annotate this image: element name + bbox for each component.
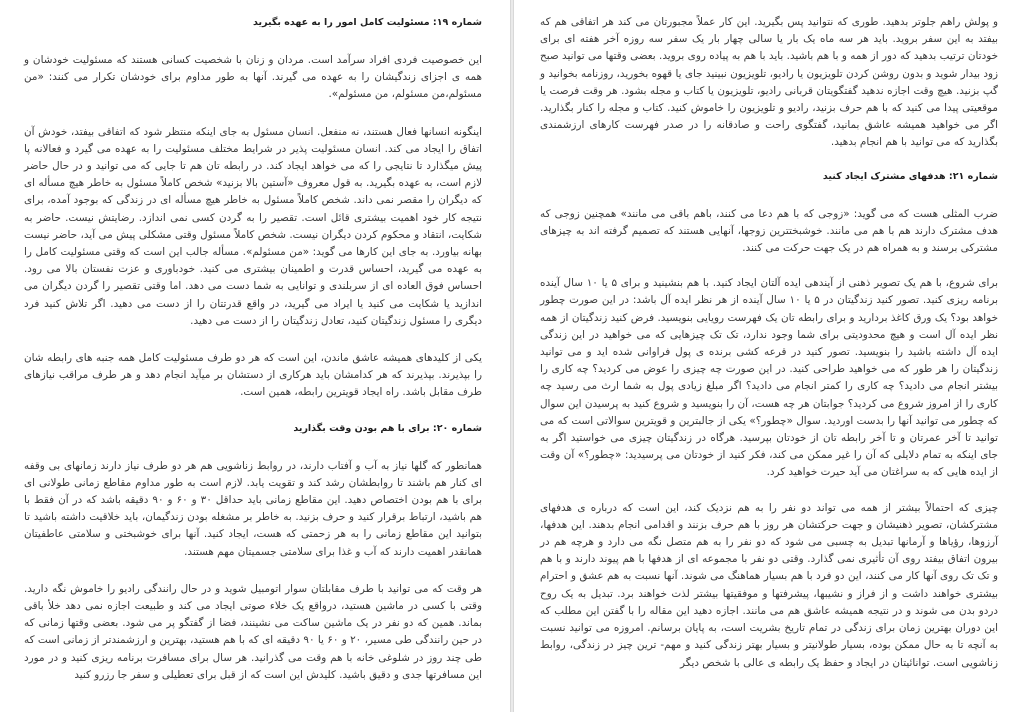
left-page [0,0,510,712]
section-21-paragraph: چیزی که احتمالاً بیشتر از همه می تواند دو نفر را به هم نزدیک کند، این است که درباره ی هدفهای مشترکشان، تصویر ذهنیشان و جهت حرکتشان هر روز با هم حرف بزنند و اقدامی انجام بدهند. این هدفها، آرزوها، رؤیاها و آرمانها تبدیل به چسبی می شود که دو نفر را به هم متصل نگه می دارد و هرچه هم در بیرون اتفاق بیفتد روی آن تأثیری نمی گذارد. وقتی دو نفر با مجموعه ای از هدفها با هم پیوند دارند و با هم و تک تک روی آنها کار می کنند، این دو فرد با هم بسیار هماهنگ می شوند. آنها نسبت به هم عشق و احترام بیشتری خواهند داشت و از فراز و نشیبها، پیشرفتها و موفقیتها بیشتر لذت خواهند برد. تبدیل به یک روح دردو بدن می شوند و در نتیجه همیشه عاشق هم می مانند. اجازه دهید این مقاله را با گفتن این مطلب که این دوران بهترین زمان برای زندگی در تمام تاریخ بشریت است، به پایان برسانم. امروزه می توانید نسبت به آنچه تا به حال ممکن بوده، بسیار طولانیتر و بسیار بهتر زندگی کنید و مهم- ترین چیز در زندگی، روابط زناشویی است. توانائیتان در ایجاد و حفظ یک رابطه ی عالی با شخص دیگر [540,501,998,669]
section-19-heading: شماره ۱۹: مسئولیت کامل امور را به عهده بگیرید [253,17,482,28]
intro-paragraph: و پولش راهم جلوتر بدهید. طوری که نتوانید پس بگیرید. این کار عملاً مجبورتان می کند هر اتفاقی هم که بیفتد به این سفر بروید. باید هر سه ماه یک بار یا سالی چهار بار یک سفر سه روزه آخر هفته ای برای خودتان ترتیب بدهید که دور از همه و با هم باشید. باید با هم به پیاده روی بروید. بعضی وقتها می توانید صبح زود بیدار شوید و بدون روشن کردن تلویزیون یا رادیو، تلویزیون نبینید جای یا قهوه بخورید، روزنامه بخوانید و گپ بزنید. هیچ وقت اجازه ندهید گفتگویتان قربانی رادیو، تلویزیون یا کتاب و مجله بشود. هر وقت فرصت یا موقعیتی پیدا می کنید که با هم حرف بزنید، رادیو و تلویزیون را خاموش کنید. کتاب و مجله را کنار بگذارید. اگر می خواهید همیشه عاشق بمانید، گفتگوی راحت و صادقانه را در صدر فهرست کارهای ارزشمندی بگذارید که می توانید با هم انجام بدهید. [540,16,998,149]
section-21-paragraph: برای شروع، با هم یک تصویر ذهنی از آیندهی ایده آلتان ایجاد کنید. با هم بنشینید و برای ۵ یا ۱۰ سال آینده برنامه ریزی کنید. تصور کنید زندگیتان در ۵ یا ۱۰ سال آینده از هر نظر ایده آل باشد: در این صورت چطور خواهد بود؟ یک ورق کاغذ بردارید و برای رابطه تان یک فهرست رویایی بنویسید. فرض کنید زندگیتان از همه نظر ایده آل است و هیچ محدودیتی برای شما وجود ندارد، تک تک چیزهایی که می خواهید در این زندگی ایده آل داشته باشید را بنویسید. تصور کنید در قرعه کشی برنده ی پول فراوانی شده اید و می توانید زندگیتان را هر طور که می خواهید طراحی کنید. در این صورت چه چیزی را عوض می کردید؟ چه کاری را بیشتر انجام می دادید؟ چه کاری را کمتر انجام می دادید؟ اگر مبلغ زیادی پول به شما ارث می رسید چه کاری را از امروز شروع می کردید؟ جوابتان هر چه هست، آن را بنویسید و شروع کنید به پرسیدن این سوال که چطور می توانید آنها را بدست اوردید. سوال «چطور؟» یکی از جالبترین و قویترین سوالاتی است که می توانید تا آخر عمرتان و تا آخر رابطه تان از خودتان بپرسید. هرگاه در زندگیتان چیزی می خواستید اگر به جای اینکه به تمام دلایلی که آن را غیر ممکن می کند، فکر کنید از خودتان می پرسیدید: «چطور؟» آن وقت از ایده هایی که به سراغتان می آید حیرت خواهید کرد. [540,277,999,479]
right-page [514,0,1024,712]
section-19-paragraph: یکی از کلیدهای همیشه عاشق ماندن، این است که هر دو طرف مسئولیت کامل همه جنبه های رابطه شان را بپذیرند. بپذیرند که هر کدامشان باید هرکاری از دستشان بر میآید انجام دهد و هر طرف مراقب نیازهای طرف مقابل باشد. راه ایجاد قویترین رابطه، همین است. [24,352,482,399]
section-19-paragraph: این خصوصیت فردی افراد سرآمد است. مردان و زنان با شخصیت کسانی هستند که مسئولیت خودشان و همه ی اجزای زندگیشان را به عهده می گیرند. آنها به طور مداوم برای خودشان تکرار می کنند: «من مسئولم،من مسئولم، من مسئولم». [24,54,482,101]
section-21-paragraph: ضرب المثلی هست که می گوید: «زوجی که با هم دعا می کنند، باهم باقی می مانند» همچنین زوجی که هدف مشترک دارند هم با هم می مانند. خوشبختترین زوجها، آنهایی هستند که تصمیم گرفته اند به چیزهای مشترکی برسند و به همراه هم در یک جهت حرکت می کنند. [540,207,998,255]
section-20-heading: شماره ۲۰: برای با هم بودن وقت بگذارید [293,422,482,434]
section-20-paragraph: هر وقت که می توانید با طرف مقابلتان سوار اتومبیل شوید و در حال رانندگی رادیو را خاموش نگه دارید. وقتی با کسی در ماشین هستید، درواقع یک خلاء صوتی ایجاد می کند و طبیعت اجازه نمی دهد خلأ باقی بماند. همین که دو نفر در یک ماشین ساکت می نشینند، فضا از گفتگو پر می شود. بعضی وقتها زمانی که در حین رانندگی طی مسیر، ۲۰ و ۶۰ یا ۹۰ دقیقه ای که با هم هستید، بهترین و ارزشمندتر از زمانی است که طی چند روز در شلوغی خانه با هم وقت می گذرانید. هر سال برای مسافرت برنامه ریزی کنید و در مورد این مسافرتها جدی و دقیق باشید. کلیدش این است که از قبل برای تعطیلی و سفر جا رزرو کنید [24,582,482,681]
section-19-paragraph: اینگونه انسانها فعال هستند، نه منفعل. انسان مسئول به جای اینکه منتظر شود که اتفاقی بیفتد، خودش آن اتفاق را ایجاد می کند. انسان مسئولیت پذیر در شرایط مختلف مسئولیت را به عهده می گیرد و فعالانه پا پیش میگذارد تا نتایجی را که می خواهد ایجاد کند. در رابطه تان هم تا جایی که می توانید و در حال حاضر لازم است، به عهده بگیرید. به قول معروف «آستین بالا بزنید» شخص کاملاً مسئول به خاطر هیچ مسأله ای که دیگران را مقصر نمی داند. شخص کاملاً مسئول به خاطر هیچ مسأله ای در زندگی که بوجود آمده، برای نتیجه کار خود اهمیت بیشتری قائل است. تقصیر را به گردن کسی نمی اندازد. رضایتش نیست. حاضر به شکایت، انتقاد و محکوم کردن دیگران نیست. شخص کاملاً مسئول وقتی مشکلی پیش می آید، حاضر نیست بهانه بیاورد. به جای این کارها می گوید: «من مسئولم». مسأله جالب این است که وقتی مسئولیت کامل را به عهده می گیرید، احساس قدرت و اطمینان بیشتری می کنید. خودباوری و عزت نفستان بالا می رود. احساس فوق العاده ای از سربلندی و توانایی به شما دست می دهد. اما وقتی تقصیر را گردن دیگران می اندازید یا شکایت می کنید یا ایراد می گیرید، در واقع قدرتتان را از دست می دهید. اگر تلاش کنید فرد دیگری را مسئول زندگیتان کنید، تعادل زندگیتان را از دست می دهید. [24,125,482,327]
section-20-paragraph: همانطور که گلها نیاز به آب و آفتاب دارند، در روابط زناشویی هم هر دو طرف نیاز دارند زمانهای بی وقفه ای کنار هم باشند تا روابطشان رشد کند و تقویت یابد. لازم است به طور مداوم مقاطع زمانی طولانی ای برای با هم بودن اختصاص دهید. این مقاطع زمانی باید حداقل ۳۰ و ۶۰ و ۹۰ دقیقه باشد که در آن فقط با هم باشید، ارتباط برقرار کنید و حرف بزنید. به خاطر بر مشغله بودن زندگیمان، باید خلاقیت داشته باشید تا بتوانید این مقاطع زمانی را به هر زحمتی که هست، ایجاد کنید. آنها برای خوشبختی و سلامتی عاطفیتان همانقدر اهمیت دارند که آب و غذا برای سلامتی جسمیتان مهم هستند. [24,459,483,558]
section-21-heading: شماره ۲۱: هدفهای مشترک ایجاد کنید [822,170,998,182]
